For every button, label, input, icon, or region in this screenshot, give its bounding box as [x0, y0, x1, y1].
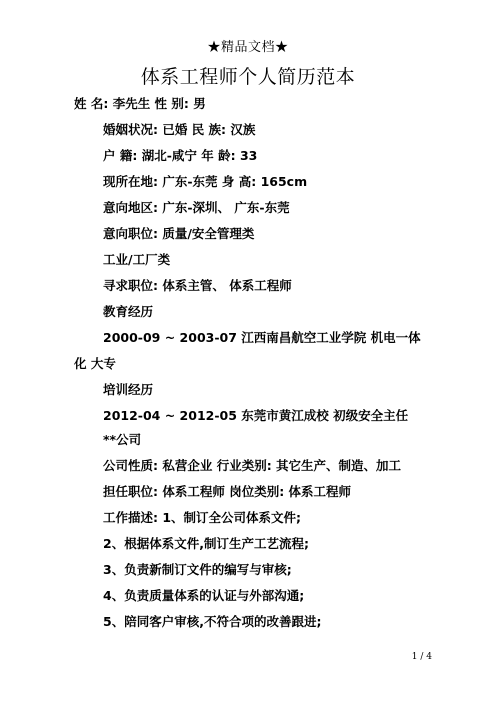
- header-banner: ★精品文档★: [207, 40, 289, 55]
- line-industry: 工业/工厂类: [103, 252, 171, 267]
- line-job-desc-4: 4、负责质量体系的认证与外部沟通;: [103, 588, 305, 603]
- line-training-entry: 2012-04 ~ 2012-05 东莞市黄江成校 初级安全主任: [103, 408, 409, 423]
- line-job-desc-2: 2、根据体系文件,制订生产工艺流程;: [103, 536, 309, 551]
- line-job-desc-3: 3、负责新制订文件的编写与审核;: [103, 562, 292, 577]
- line-hukou-age: 户 籍: 湖北-咸宁 年 龄: 33: [103, 148, 258, 163]
- line-job-desc-5: 5、陪同客户审核,不符合项的改善跟进;: [103, 614, 322, 629]
- line-education-entry: 2000-09 ~ 2003-07 江西南昌航空工业学院 机电一体: [103, 330, 421, 345]
- line-marital-ethnicity: 婚姻状况: 已婚 民 族: 汉族: [103, 122, 256, 137]
- line-name-gender: 姓 名: 李先生 性 别: 男: [74, 96, 206, 111]
- section-education: 教育经历: [103, 304, 154, 319]
- line-location-height: 现所在地: 广东-东莞 身 高: 165cm: [103, 174, 308, 189]
- line-job-desc-1: 工作描述: 1、制订全公司体系文件;: [103, 510, 302, 525]
- line-seeking-position: 寻求职位: 体系主管、 体系工程师: [103, 278, 292, 293]
- line-company-name: **公司: [103, 432, 142, 447]
- page-number: 1 / 4: [411, 652, 432, 662]
- section-training: 培训经历: [103, 382, 154, 397]
- line-education-entry-cont: 化 大专: [74, 356, 116, 371]
- document-title: 体系工程师个人简历范本: [140, 66, 356, 88]
- line-target-position: 意向职位: 质量/安全管理类: [103, 226, 255, 241]
- line-job-title: 担任职位: 体系工程师 岗位类别: 体系工程师: [103, 484, 352, 499]
- line-company-type: 公司性质: 私营企业 行业类别: 其它生产、制造、加工: [103, 458, 402, 473]
- line-target-region: 意向地区: 广东-深圳、 广东-东莞: [103, 200, 290, 215]
